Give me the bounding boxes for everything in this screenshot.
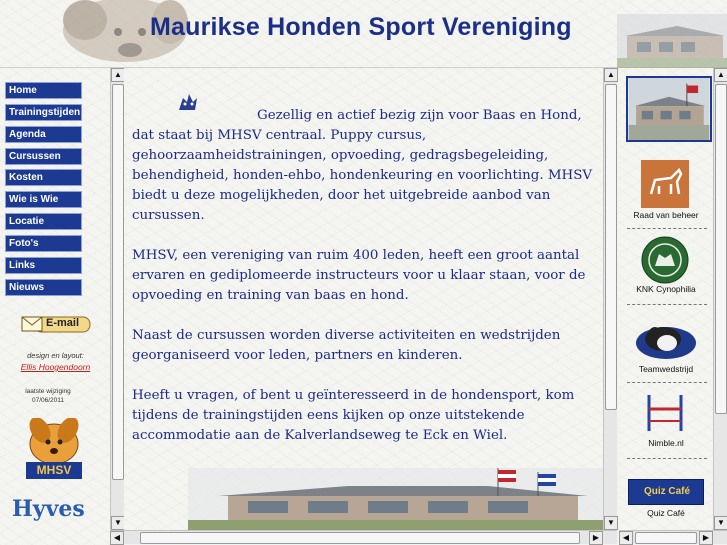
mhsv-logo[interactable] xyxy=(18,418,90,482)
nav-nieuws[interactable]: Nieuws xyxy=(5,279,82,296)
nav-locatie[interactable]: Locatie xyxy=(5,213,82,230)
scroll-left-icon[interactable]: ◀ xyxy=(110,531,124,545)
main-scroll-thumb[interactable] xyxy=(605,84,617,410)
mhsv-logo-text: MHSV xyxy=(36,463,72,477)
scroll-left-icon[interactable]: ◀ xyxy=(619,531,633,545)
right-sidebar xyxy=(619,68,713,530)
quiz-cafe-badge-text: Quiz Café xyxy=(643,486,691,497)
activities-paragraph: Naast de cursussen worden diverse activiteiten en wedstrijden georganiseerd voor leden, partners en kinderen. xyxy=(132,328,561,363)
site-title: Maurikse Honden Sport Vereniging xyxy=(150,13,572,41)
divider xyxy=(627,228,707,229)
main-hscroll-thumb[interactable] xyxy=(140,532,580,544)
left-nav-scrollbar[interactable] xyxy=(110,68,124,530)
scroll-down-icon[interactable]: ▼ xyxy=(111,516,125,530)
scroll-up-icon[interactable]: ▲ xyxy=(604,68,618,82)
header xyxy=(0,0,727,68)
hyves-link[interactable]: Hyves xyxy=(12,496,85,522)
nav-home[interactable]: Home xyxy=(5,82,82,99)
nav-wie-is-wie[interactable]: Wie is Wie xyxy=(5,191,82,208)
scroll-right-icon[interactable]: ▶ xyxy=(699,531,713,545)
nav-trainingstijden[interactable]: Trainingstijden xyxy=(5,104,82,121)
right-hscroll-thumb[interactable] xyxy=(635,532,697,544)
scroll-right-icon[interactable]: ▶ xyxy=(589,531,603,545)
clubhouse-photo xyxy=(188,468,603,530)
last-change-label: laatste wijziging xyxy=(25,388,71,395)
teamwedstrijd-link[interactable]: Teamwedstrijd xyxy=(638,364,694,374)
knk-cynophilia-logo-icon[interactable] xyxy=(641,236,689,284)
design-credit: design en layout: xyxy=(27,351,84,360)
designer-link[interactable]: Ellis Hoogendoorn xyxy=(20,362,91,372)
quiz-cafe-badge[interactable] xyxy=(628,479,704,505)
knk-cynophilia-link[interactable]: KNK Cynophilia xyxy=(636,284,696,294)
nav-cursussen[interactable]: Cursussen xyxy=(5,148,82,165)
scroll-down-icon[interactable]: ▼ xyxy=(714,516,727,530)
quiz-cafe-link[interactable]: Quiz Café xyxy=(647,508,685,518)
divider xyxy=(627,304,707,305)
raad-van-beheer-link[interactable]: Raad van beheer xyxy=(633,210,699,220)
raad-van-beheer-logo-icon[interactable] xyxy=(641,160,689,208)
email-button[interactable] xyxy=(20,313,92,335)
members-paragraph: MHSV, een vereniging van ruim 400 leden, heeft een groot aantal ervaren en gediplomeerde instructeurs voor u klaar staan, voor de opvoeding en training van baas en hond. xyxy=(132,248,586,303)
nav-kosten[interactable]: Kosten xyxy=(5,169,82,186)
email-label: E-mail xyxy=(46,317,80,329)
main-scrollbar[interactable] xyxy=(603,68,617,530)
main-content xyxy=(124,68,603,530)
right-horizontal-scrollbar[interactable] xyxy=(619,530,727,544)
nav-links[interactable]: Links xyxy=(5,257,82,274)
right-sidebar-scrollbar[interactable] xyxy=(713,68,727,530)
nav-agenda[interactable]: Agenda xyxy=(5,126,82,143)
header-building-image xyxy=(617,14,727,68)
left-navigation xyxy=(0,68,110,545)
scroll-down-icon[interactable]: ▼ xyxy=(604,516,618,530)
main-horizontal-scrollbar[interactable] xyxy=(110,530,617,544)
teamwedstrijd-dog-icon[interactable] xyxy=(633,313,699,361)
nimble-hurdle-icon[interactable] xyxy=(643,391,687,435)
intro-paragraph: Gezellig en actief bezig zijn voor Baas en Hond, dat staat bij MHSV centraal. Puppy cursus, gehoorzaamheidstrainingen, opvoeding, gedragsbegeleiding, behendigheid, honden-ehbo, hondenkeuring en voorlichting. MHSV biedt u deze mogelijkheden, door het uitgebreide aanbod van cursussen. xyxy=(132,108,593,223)
contact-paragraph: Heeft u vragen, of bent u geïnteresseerd in de hondensport, kom tijdens de trainingstijden eens kijken op onze uitstekende accommodatie aan de Kalverlandseweg te Eck en Wiel. xyxy=(132,388,575,443)
nav-fotos[interactable]: Foto's xyxy=(5,235,82,252)
scroll-up-icon[interactable]: ▲ xyxy=(111,68,125,82)
left-nav-scroll-thumb[interactable] xyxy=(112,84,124,480)
nimble-link[interactable]: Nimble.nl xyxy=(648,438,684,448)
divider xyxy=(627,458,707,459)
divider xyxy=(627,382,707,383)
clubhouse-thumbnail[interactable] xyxy=(626,76,712,142)
right-scroll-thumb[interactable] xyxy=(715,84,727,414)
last-change-date: 07/06/2011 xyxy=(31,397,65,404)
scroll-up-icon[interactable]: ▲ xyxy=(714,68,727,82)
